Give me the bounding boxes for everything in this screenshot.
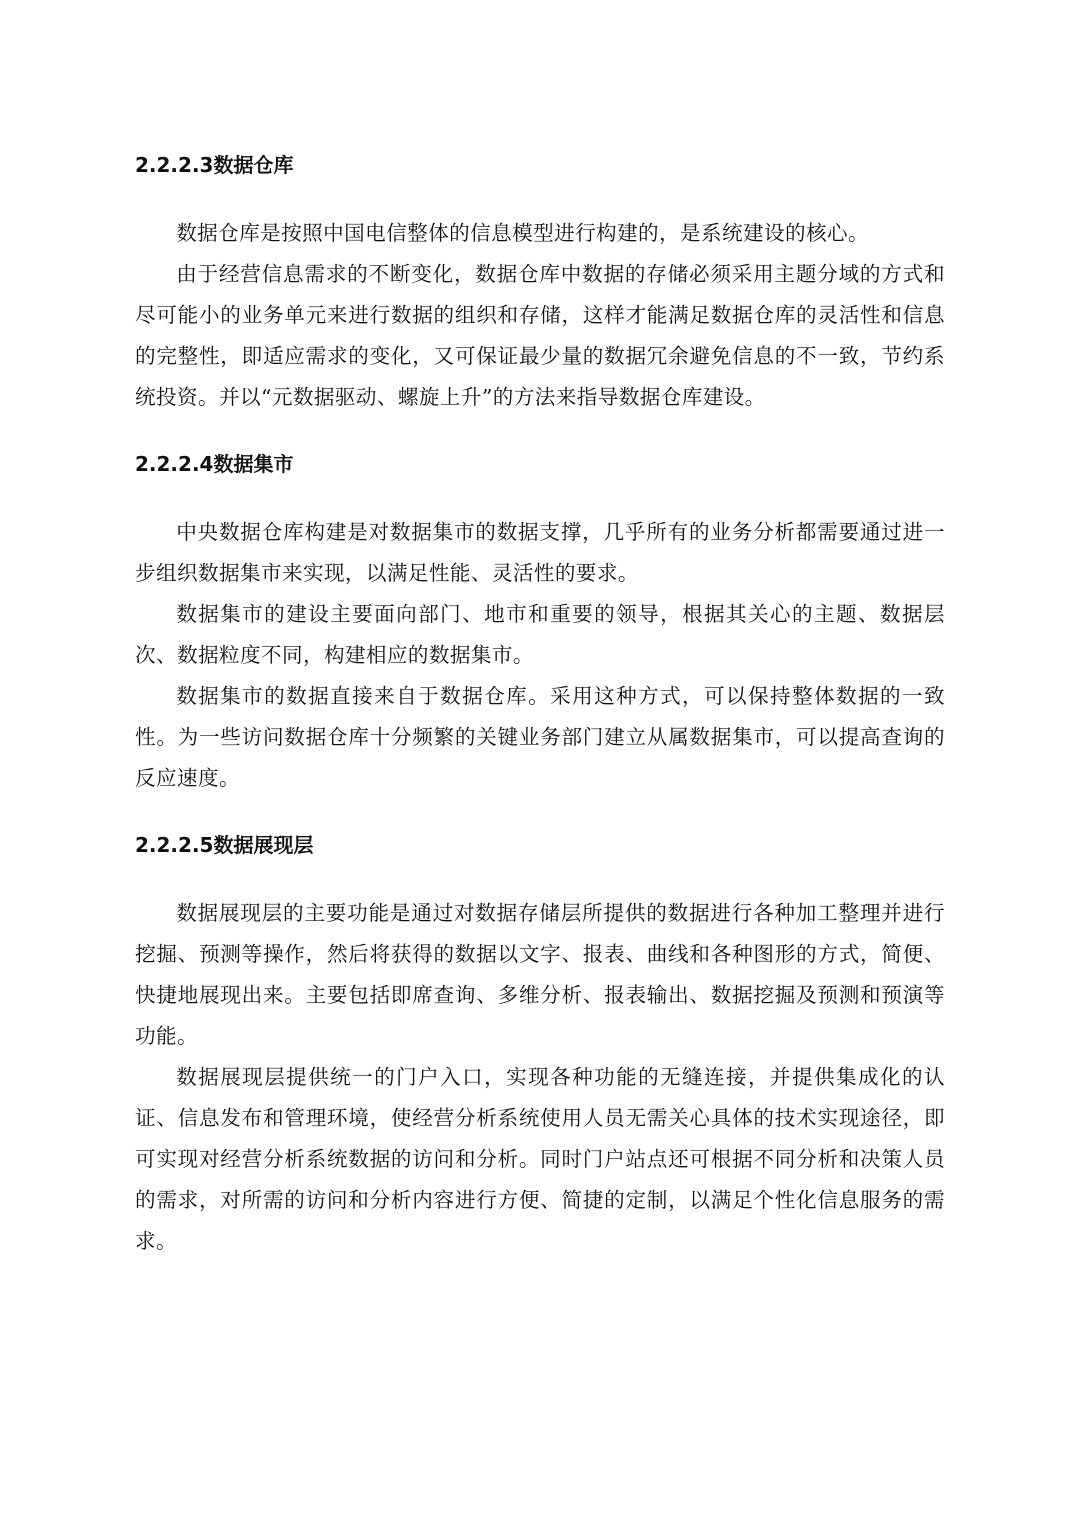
paragraph: 数据集市的建设主要面向部门、地市和重要的领导，根据其关心的主题、数据层次、数据粒度不同，构建相应的数据集市。 <box>135 602 945 667</box>
section-heading: 2.2.2.3数据仓库 <box>135 153 294 177</box>
paragraph: 数据展现层提供统一的门户入口，实现各种功能的无缝连接，并提供集成化的认证、信息发布和管理环境，使经营分析系统使用人员无需关心具体的技术实现途径，即可实现对经营分析系统数据的访问和分析。同时门户站点还可根据不同分析和决策人员的需求，对所需的访问和分析内容进行方便、简捷的定制，以满足个性化信息服务的需求。 <box>135 1065 945 1253</box>
section-data-warehouse <box>135 145 945 418</box>
section-data-mart <box>135 444 945 799</box>
paragraph: 数据仓库是按照中国电信整体的信息模型进行构建的，是系统建设的核心。 <box>176 221 869 245</box>
paragraph: 由于经营信息需求的不断变化，数据仓库中数据的存储必须采用主题分域的方式和尽可能小的业务单元来进行数据的组织和存储，这样才能满足数据仓库的灵活性和信息的完整性，即适应需求的变化，又可保证最少量的数据冗余避免信息的不一致，节约系统投资。并以“元数据驱动、螺旋上升”的方法来指导数据仓库建设。 <box>135 262 945 409</box>
paragraph: 数据集市的数据直接来自于数据仓库。采用这种方式，可以保持整体数据的一致性。为一些访问数据仓库十分频繁的关键业务部门建立从属数据集市，可以提高查询的反应速度。 <box>135 684 945 790</box>
paragraph: 中央数据仓库构建是对数据集市的数据支撑，几乎所有的业务分析都需要通过进一步组织数据集市来实现，以满足性能、灵活性的要求。 <box>135 520 945 585</box>
section-heading: 2.2.2.4数据集市 <box>135 452 294 476</box>
document-page <box>135 145 945 1262</box>
section-heading: 2.2.2.5数据展现层 <box>135 833 314 857</box>
paragraph: 数据展现层的主要功能是通过对数据存储层所提供的数据进行各种加工整理并进行挖掘、预测等操作，然后将获得的数据以文字、报表、曲线和各种图形的方式，简便、快捷地展现出来。主要包括即席查询、多维分析、报表输出、数据挖掘及预测和预演等功能。 <box>135 901 945 1048</box>
section-presentation-layer <box>135 825 945 1262</box>
